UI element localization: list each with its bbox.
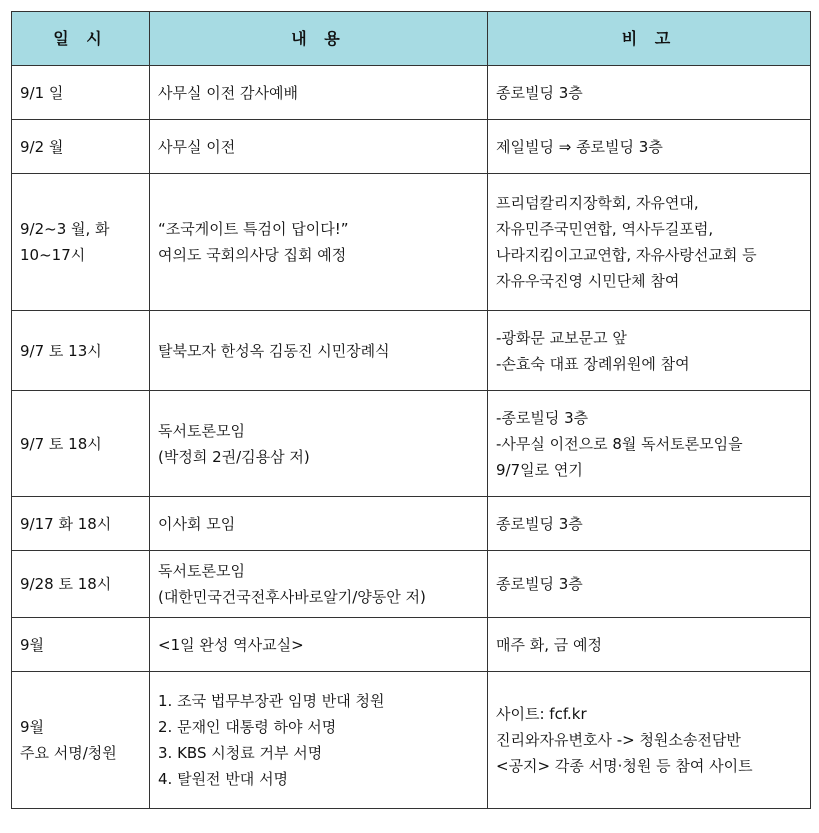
content-cell-line: 3. KBS 시청료 거부 서명: [158, 744, 323, 762]
table-row: [12, 618, 811, 672]
note-cell-line: 진리와자유변호사 -> 청원소송전담반: [496, 731, 741, 749]
date-cell: [12, 66, 150, 120]
content-cell-line: 독서토론모임: [158, 562, 245, 580]
table-row: [12, 66, 811, 120]
content-cell-line: 탈북모자 한성옥 김동진 시민장례식: [158, 341, 390, 360]
note-cell-line: 종로빌딩 3층: [496, 575, 583, 593]
content-cell-line: (박정희 2권/김용삼 저): [158, 447, 310, 466]
content-cell: [150, 174, 488, 311]
note-cell-line: <공지> 각종 서명·청원 등 참여 사이트: [496, 757, 753, 775]
content-cell-line: 1. 조국 법무부장관 임명 반대 청원: [158, 692, 385, 710]
note-cell: [488, 672, 811, 809]
content-cell: [150, 66, 488, 120]
note-cell-line: -사무실 이전으로 8월 독서토론모임을: [496, 434, 743, 453]
content-cell-line: <1일 완성 역사교실>: [158, 635, 304, 654]
note-cell: [488, 174, 811, 311]
note-cell-line: 9/7일로 연기: [496, 460, 583, 479]
note-cell-line: -손효숙 대표 장례위원에 참여: [496, 354, 690, 373]
content-cell-line: “조국게이트 특검이 답이다!”: [158, 220, 349, 238]
table-row: [12, 497, 811, 551]
table-row: [12, 391, 811, 497]
date-cell-line: 9/28 토 18시: [20, 575, 112, 593]
content-cell-line: 독서토론모임: [158, 421, 245, 440]
note-cell-line: 매주 화, 금 예정: [496, 635, 603, 654]
content-cell: [150, 618, 488, 672]
content-cell: [150, 551, 488, 618]
content-cell: [150, 497, 488, 551]
schedule-table: [11, 11, 811, 809]
note-cell-line: 자유우국진영 시민단체 참여: [496, 272, 680, 290]
header-content: 내 용: [150, 12, 488, 66]
date-cell-line: 9/7 토 13시: [20, 341, 102, 360]
content-cell: [150, 391, 488, 497]
date-cell: [12, 672, 150, 809]
date-cell-line: 9/2 월: [20, 137, 64, 156]
table-row: [12, 672, 811, 809]
content-cell: [150, 672, 488, 809]
date-cell: [12, 551, 150, 618]
date-cell: [12, 174, 150, 311]
table-row: [12, 551, 811, 618]
note-cell-line: 프리덤칼리지장학회, 자유연대,: [496, 194, 699, 212]
table-row: [12, 120, 811, 174]
note-cell-line: 종로빌딩 3층: [496, 83, 583, 102]
date-cell-line: 9월: [20, 635, 45, 654]
date-cell-line: 9/7 토 18시: [20, 434, 102, 453]
date-cell-line: 9/1 일: [20, 83, 64, 102]
header-date: 일 시: [12, 12, 150, 66]
date-cell-line: 9월: [20, 718, 45, 736]
table-row: [12, 311, 811, 391]
date-cell-line: 주요 서명/청원: [20, 744, 117, 762]
note-cell: [488, 497, 811, 551]
note-cell: [488, 391, 811, 497]
note-cell-line: -광화문 교보문고 앞: [496, 328, 627, 347]
content-cell-line: 2. 문재인 대통령 하야 서명: [158, 718, 337, 736]
content-cell: [150, 120, 488, 174]
date-cell: [12, 120, 150, 174]
note-cell-line: 자유민주국민연합, 역사두길포럼,: [496, 220, 714, 238]
note-cell: [488, 551, 811, 618]
date-cell: [12, 497, 150, 551]
note-cell-line: 제일빌딩 ⇒ 종로빌딩 3층: [496, 137, 663, 156]
content-cell-line: 이사회 모임: [158, 514, 236, 533]
date-cell: [12, 391, 150, 497]
note-cell-line: 종로빌딩 3층: [496, 514, 583, 533]
content-cell-line: 여의도 국회의사당 집회 예정: [158, 246, 347, 264]
header-note: 비 고: [488, 12, 811, 66]
date-cell-line: 9/17 화 18시: [20, 514, 112, 533]
content-cell-line: (대한민국건국전후사바로알기/양동안 저): [158, 588, 426, 606]
header-row: [12, 12, 811, 66]
note-cell: [488, 66, 811, 120]
note-cell-line: 나라지킴이고교연합, 자유사랑선교회 등: [496, 246, 757, 264]
content-cell: [150, 311, 488, 391]
content-cell-line: 4. 탈원전 반대 서명: [158, 770, 289, 788]
content-cell-line: 사무실 이전: [158, 137, 236, 156]
date-cell-line: 9/2~3 월, 화: [20, 220, 110, 238]
table-row: [12, 174, 811, 311]
date-cell: [12, 618, 150, 672]
date-cell-line: 10~17시: [20, 246, 86, 264]
note-cell: [488, 311, 811, 391]
note-cell-line: -종로빌딩 3층: [496, 408, 589, 427]
note-cell-line: 사이트: fcf.kr: [496, 705, 587, 723]
note-cell: [488, 618, 811, 672]
content-cell-line: 사무실 이전 감사예배: [158, 83, 298, 102]
date-cell: [12, 311, 150, 391]
note-cell: [488, 120, 811, 174]
